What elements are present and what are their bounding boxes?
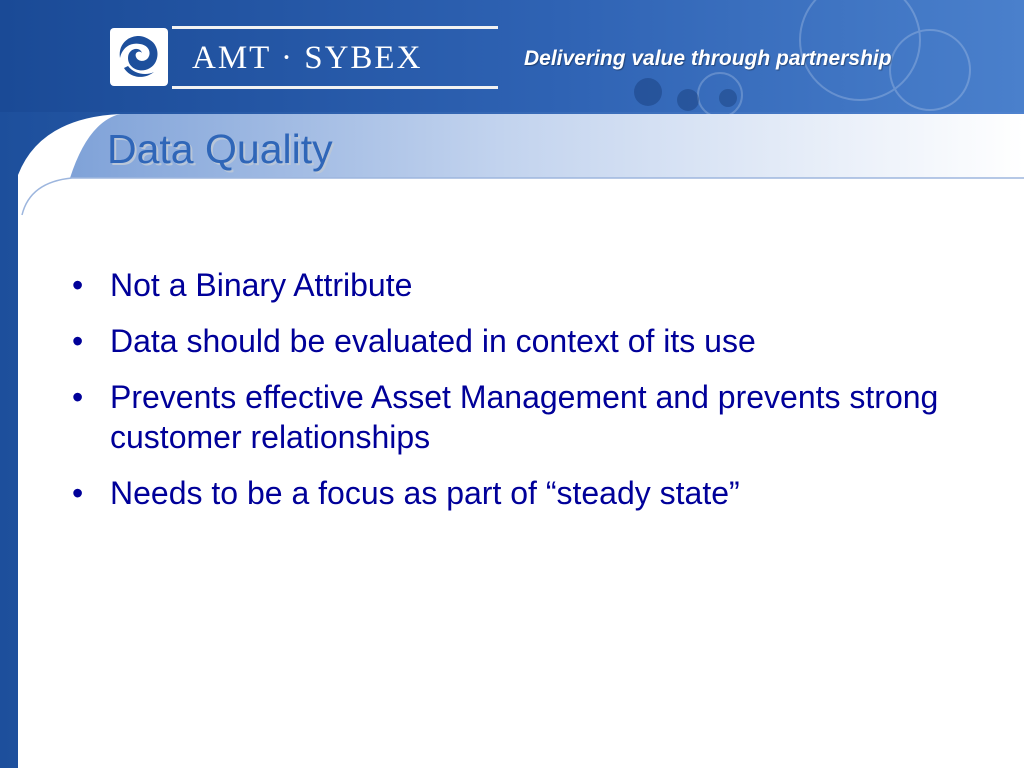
tagline: Delivering value through partnership (524, 47, 892, 70)
bullet-icon: • (72, 267, 84, 303)
logo-wordmark (172, 26, 502, 92)
slide-title: Data Quality (107, 126, 333, 172)
list-item (72, 265, 952, 305)
bullet-text: Prevents effective Asset Management and prevents strong customer relationships (110, 379, 939, 455)
bullet-text: Needs to be a focus as part of “steady state” (110, 475, 740, 511)
list-item (72, 321, 952, 361)
logo-rule-top (172, 26, 498, 29)
bullet-icon: • (72, 323, 84, 359)
bullet-icon: • (72, 475, 84, 511)
list-item (72, 473, 952, 513)
bullet-list (72, 265, 952, 529)
bullet-text: Not a Binary Attribute (110, 267, 413, 303)
list-item (72, 377, 952, 457)
logo-text: AMT · SYBEX (192, 40, 423, 76)
amt-sybex-swirl-icon (110, 28, 168, 86)
bullet-text: Data should be evaluated in context of its use (110, 323, 756, 359)
bullet-icon: • (72, 379, 84, 415)
company-logo (110, 26, 502, 92)
logo-rule-bottom (172, 86, 498, 89)
